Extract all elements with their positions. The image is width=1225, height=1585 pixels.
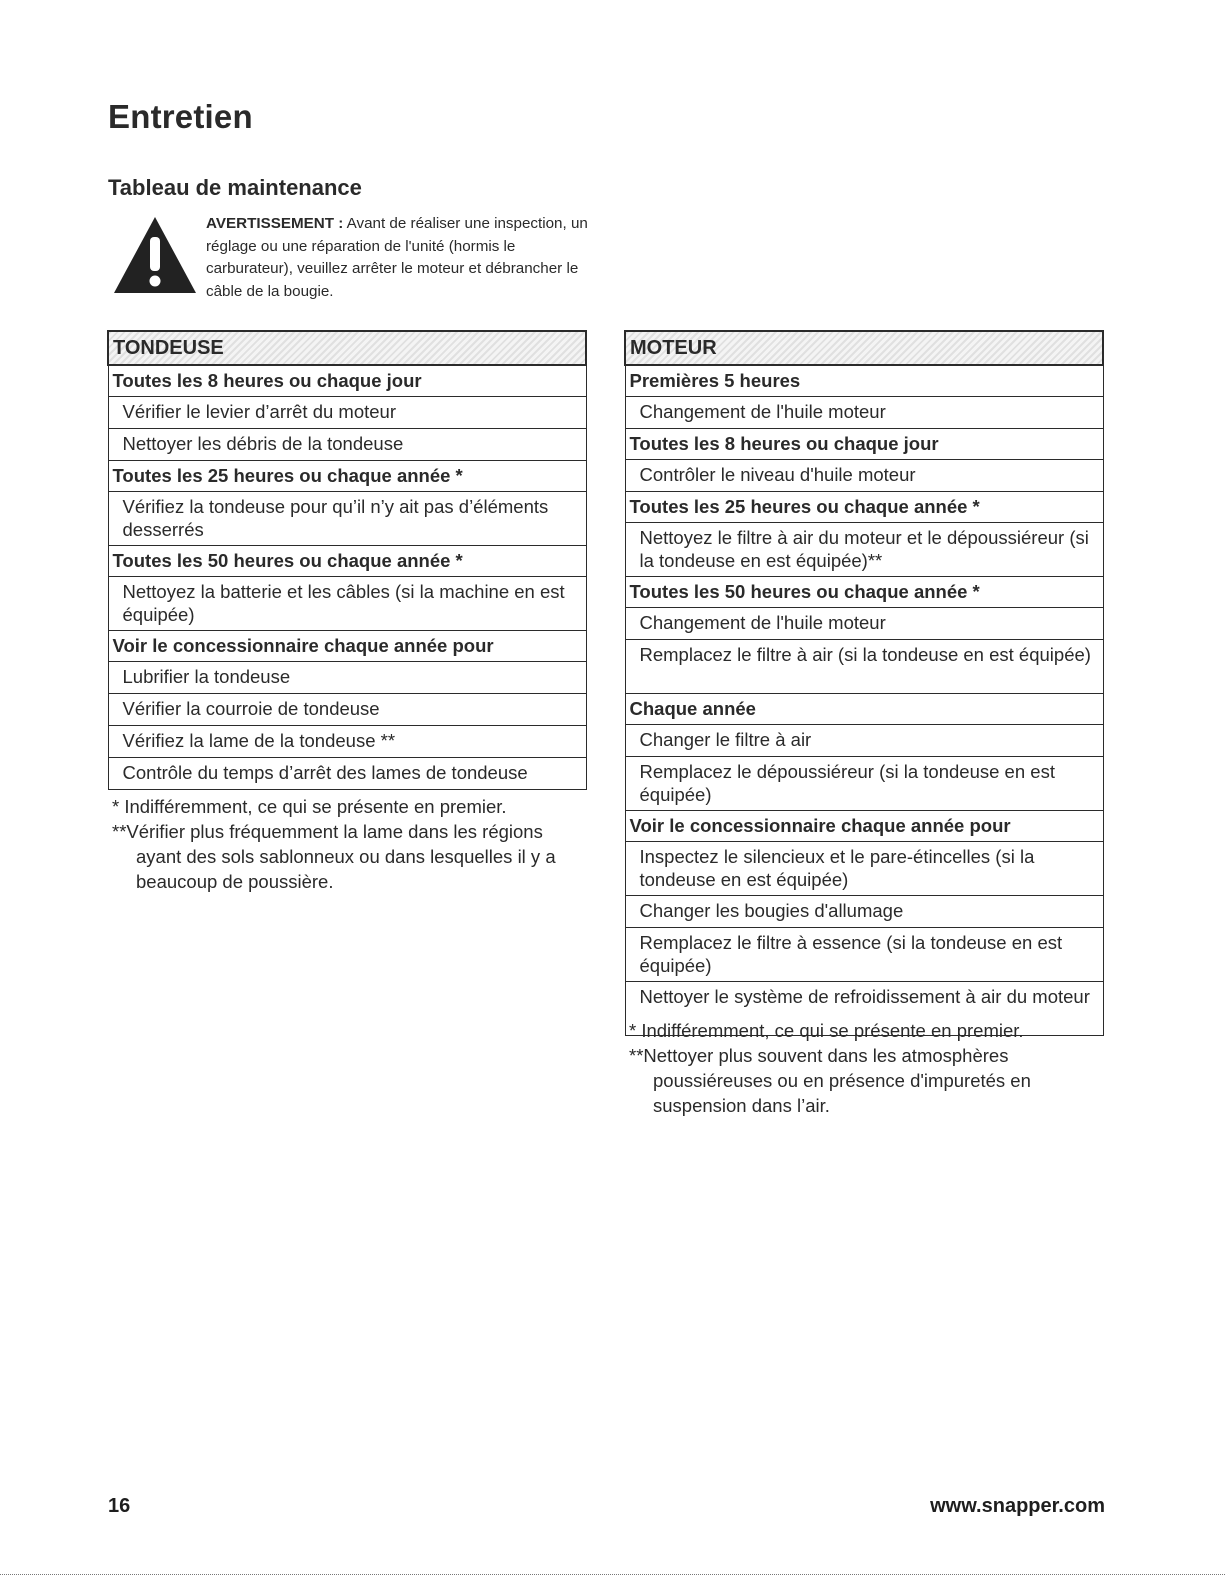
task-row (625, 842, 1103, 896)
task-label: Inspectez le silencieux et le pare-étincelles (si la tondeuse en est équipée) (625, 842, 1103, 896)
moteur-table-header (625, 331, 1103, 365)
task-label: Vérifiez la tondeuse pour qu’il n’y ait pas d’éléments desserrés (108, 492, 586, 546)
task-label: Vérifier le levier d’arrêt du moteur (108, 397, 586, 429)
task-row (625, 725, 1103, 757)
footnote-line: beaucoup de poussière. (136, 871, 334, 892)
warning-text (206, 213, 596, 303)
tondeuse-table-header (108, 331, 586, 365)
footnote-line: **Vérifier plus fréquemment la lame dans les régions (112, 821, 543, 842)
task-row (108, 577, 586, 631)
task-row (625, 523, 1103, 577)
footnote-line: ayant des sols sablonneux ou dans lesquelles il y a (136, 846, 556, 867)
moteur-header-cell: MOTEUR (625, 331, 1103, 365)
interval-label: Toutes les 8 heures ou chaque jour (108, 365, 586, 397)
task-row (108, 694, 586, 726)
task-row (625, 640, 1103, 694)
interval-label: Voir le concessionnaire chaque année pour (108, 631, 586, 662)
section-title: Tableau de maintenance (108, 175, 362, 200)
moteur-table (624, 330, 1104, 1036)
task-row (108, 758, 586, 790)
bottom-rule (0, 1574, 1225, 1575)
warning-label: AVERTISSEMENT : (206, 215, 344, 232)
interval-row (108, 461, 586, 492)
task-row (625, 608, 1103, 640)
task-row (108, 397, 586, 429)
interval-label: Chaque année (625, 694, 1103, 725)
interval-label: Toutes les 25 heures ou chaque année * (625, 492, 1103, 523)
tondeuse-table (107, 330, 587, 790)
warning-message: Avant de réaliser une inspection, un réglage ou une réparation de l'unité (hormis le carburateur), veuillez arrêter le moteur et débrancher le câble de la bougie. (206, 215, 588, 300)
interval-label: Toutes les 8 heures ou chaque jour (625, 429, 1103, 460)
task-label: Contrôler le niveau d'huile moteur (625, 460, 1103, 492)
task-row (625, 460, 1103, 492)
task-row (108, 662, 586, 694)
task-label: Vérifiez la lame de la tondeuse ** (108, 726, 586, 758)
website-url: www.snapper.com (930, 1495, 1105, 1517)
task-label: Changement de l'huile moteur (625, 397, 1103, 429)
footnote-line: * Indifféremment, ce qui se présente en premier. (629, 1020, 1024, 1041)
interval-row (625, 365, 1103, 397)
task-label: Nettoyez le filtre à air du moteur et le dépoussiéreur (si la tondeuse en est équipée)** (625, 523, 1103, 577)
tondeuse-notes (112, 794, 602, 894)
footnote-line: **Nettoyer plus souvent dans les atmosphères (629, 1045, 1009, 1066)
interval-row (108, 546, 586, 577)
moteur-notes (629, 1018, 1119, 1118)
interval-row (108, 365, 586, 397)
task-row (108, 429, 586, 461)
interval-row (625, 577, 1103, 608)
interval-label: Premières 5 heures (625, 365, 1103, 397)
task-label: Nettoyez la batterie et les câbles (si la machine en est équipée) (108, 577, 586, 631)
task-row (108, 726, 586, 758)
footnote-line: poussiéreuses ou en présence d'impuretés en (653, 1070, 1031, 1091)
warning-triangle-icon (112, 215, 198, 295)
warning-block (112, 213, 592, 303)
interval-row (625, 429, 1103, 460)
task-label: Changement de l'huile moteur (625, 608, 1103, 640)
interval-row (625, 492, 1103, 523)
task-label: Remplacez le dépoussiéreur (si la tondeuse en est équipée) (625, 757, 1103, 811)
task-row (625, 896, 1103, 928)
task-label: Nettoyer le système de refroidissement à air du moteur (625, 982, 1103, 1036)
interval-label: Toutes les 25 heures ou chaque année * (108, 461, 586, 492)
task-row (625, 928, 1103, 982)
task-label: Nettoyer les débris de la tondeuse (108, 429, 586, 461)
interval-row (625, 694, 1103, 725)
footnote-line: * Indifféremment, ce qui se présente en premier. (112, 796, 507, 817)
task-row (625, 397, 1103, 429)
interval-row (108, 631, 586, 662)
interval-label: Voir le concessionnaire chaque année pour (625, 811, 1103, 842)
task-label: Changer les bougies d'allumage (625, 896, 1103, 928)
task-label: Vérifier la courroie de tondeuse (108, 694, 586, 726)
interval-label: Toutes les 50 heures ou chaque année * (108, 546, 586, 577)
task-row (625, 757, 1103, 811)
task-label: Remplacez le filtre à essence (si la tondeuse en est équipée) (625, 928, 1103, 982)
task-label: Lubrifier la tondeuse (108, 662, 586, 694)
page-number: 16 (108, 1495, 131, 1517)
footnote-line: suspension dans l’air. (653, 1095, 830, 1116)
interval-label: Toutes les 50 heures ou chaque année * (625, 577, 1103, 608)
task-label: Remplacez le filtre à air (si la tondeuse en est équipée) (625, 640, 1103, 694)
task-label: Changer le filtre à air (625, 725, 1103, 757)
page-title: Entretien (108, 98, 253, 135)
interval-row (625, 811, 1103, 842)
tondeuse-header-cell: TONDEUSE (108, 331, 586, 365)
task-label: Contrôle du temps d’arrêt des lames de tondeuse (108, 758, 586, 790)
task-row (108, 492, 586, 546)
